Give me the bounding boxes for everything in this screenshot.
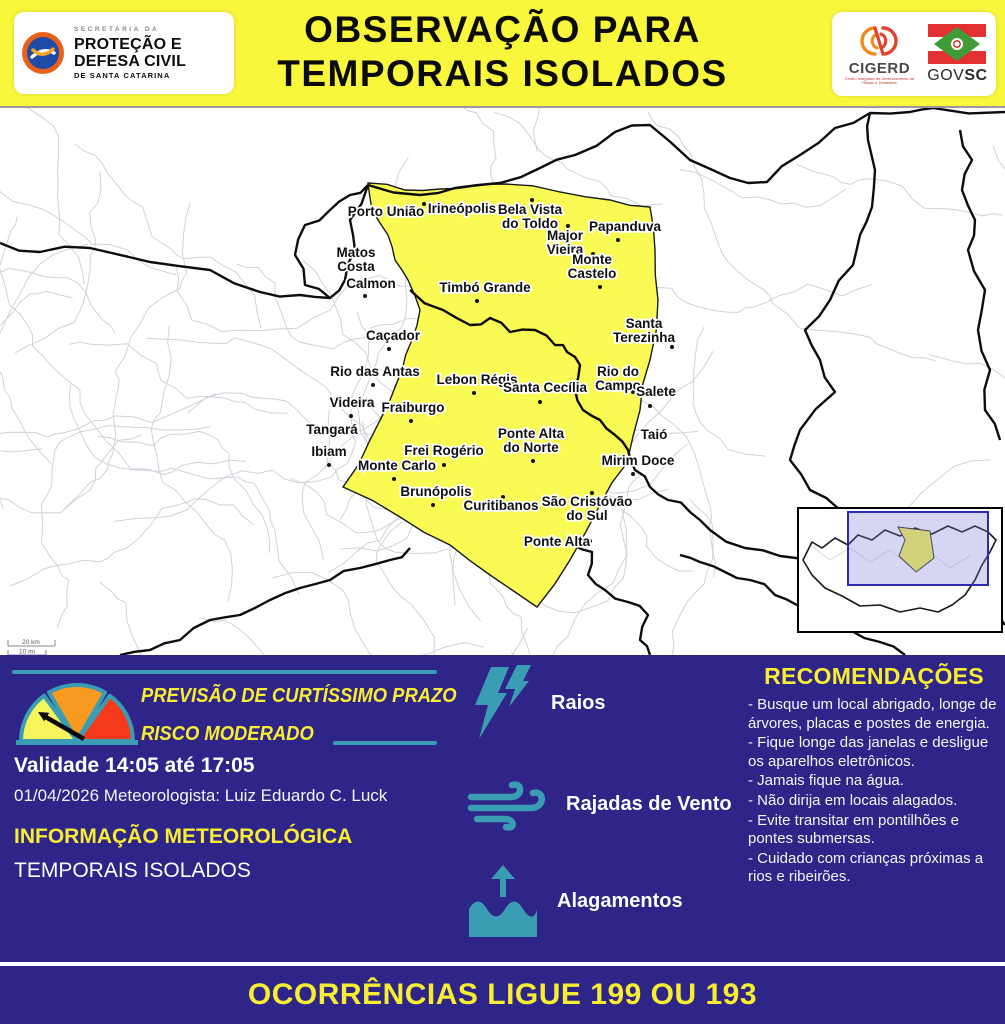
city-marker-dot <box>409 419 413 423</box>
govsc-logo <box>927 24 987 85</box>
city-marker-dot <box>531 459 535 463</box>
santa-catarina-flag-icon <box>928 24 986 64</box>
city-label: Mirim Doce <box>601 453 675 468</box>
risk-level-label: RISCO MODERADO <box>141 723 314 745</box>
logo-defesa-text: DEFESA CIVIL <box>74 53 187 70</box>
city-marker-dot <box>387 347 391 351</box>
city-label: Bela Vista do Toldo <box>497 202 563 231</box>
svg-text:10 mi: 10 mi <box>19 648 35 655</box>
recommendation-item: - Busque um local abrigado, longe de árvores, placas e postes de energia. <box>748 696 997 732</box>
map-scale-bar <box>8 639 55 655</box>
city-label: Salete <box>636 384 676 399</box>
state-inset-map <box>798 508 1002 632</box>
city-label: Fraiburgo <box>381 400 445 415</box>
meteorologist-text: 01/04/2026 Meteorologista: Luiz Eduardo C. Luck <box>14 786 388 805</box>
recommendations-section <box>746 655 1002 888</box>
wind-icon <box>465 777 550 832</box>
city-label: Lebon Régis <box>436 372 518 387</box>
header-banner <box>0 0 1005 108</box>
city-marker-dot <box>475 299 479 303</box>
lightning-icon <box>465 663 535 743</box>
city-label: Santa Terezinha <box>612 316 676 345</box>
cigerd-wordmark: CIGERD <box>848 59 911 77</box>
logo-santa-catarina-text: DE SANTA CATARINA <box>74 71 171 80</box>
city-label: Ponte Alta <box>523 534 591 549</box>
city-label: Brunópolis <box>400 484 472 499</box>
info-title: INFORMAÇÃO METEOROLÓGICA <box>14 825 353 848</box>
city-label: Santa Cecília <box>502 380 588 395</box>
city-label: Caçador <box>365 328 421 343</box>
city-label: Irineópolis <box>427 201 497 216</box>
city-marker-dot <box>631 472 635 476</box>
flood-icon <box>465 863 541 939</box>
hazard-label: Alagamentos <box>557 889 683 912</box>
city-marker-dot <box>349 414 353 418</box>
city-label: Papanduva <box>588 219 662 234</box>
city-label: Ibiam <box>311 444 347 459</box>
city-marker-dot <box>363 294 367 298</box>
cigerd-mark-icon <box>859 23 899 59</box>
city-label: Ponte Alta do Norte <box>497 426 565 455</box>
logo-secretaria-text: SECRETARIA DA <box>74 25 160 33</box>
city-marker-dot <box>616 238 620 242</box>
city-label: Porto União <box>347 204 425 219</box>
city-label: São Cristóvão do Sul <box>541 494 633 523</box>
city-label: Monte Castelo <box>567 252 617 281</box>
emergency-phone-text: OCORRÊNCIAS LIGUE 199 OU 193 <box>247 978 758 1011</box>
info-subtitle: TEMPORAIS ISOLADOS <box>14 859 251 882</box>
hazard-list <box>465 655 750 962</box>
recommendation-item: - Evite transitar em pontilhões e pontes submersas. <box>748 811 959 848</box>
svg-text:20 km: 20 km <box>22 639 40 646</box>
hazard-label: Rajadas de Vento <box>566 793 732 815</box>
city-marker-dot <box>538 400 542 404</box>
city-label: Curitibanos <box>463 498 539 513</box>
footer-banner <box>0 962 1005 1024</box>
city-label: Frei Rogério <box>404 443 484 458</box>
city-marker-dot <box>442 463 446 467</box>
validity-text: Validade 14:05 até 17:05 <box>14 754 255 777</box>
title-line-1: OBSERVAÇÃO PARA <box>304 9 701 50</box>
city-label: Major Vieira <box>546 228 584 257</box>
alert-area-polygon <box>343 183 658 607</box>
city-label: Videira <box>329 395 375 410</box>
forecast-title: PREVISÃO DE CURTÍSSIMO PRAZO <box>141 685 457 707</box>
recommendations-title: RECOMENDAÇÕES <box>764 663 984 689</box>
city-label: Monte Carlo <box>357 458 437 473</box>
city-marker-dot <box>392 477 396 481</box>
city-marker-dot <box>327 463 331 467</box>
city-marker-dot <box>648 404 652 408</box>
map-canvas <box>0 108 1005 655</box>
city-label: Tangará <box>306 422 358 437</box>
city-marker-dot <box>598 285 602 289</box>
hazard-label: Raios <box>551 691 606 714</box>
title-line-2: TEMPORAIS ISOLADOS <box>277 53 728 94</box>
city-marker-dot <box>371 383 375 387</box>
hazard-row-flood <box>465 863 683 939</box>
recommendation-item: - Jamais fique na água. <box>748 772 904 790</box>
recommendation-item: - Cuidado com crianças próximas a rios e ribeirões. <box>748 849 984 886</box>
risk-gauge-icon <box>14 679 144 749</box>
city-label: Rio do Campo <box>595 364 641 393</box>
city-label: Taió <box>640 427 668 442</box>
info-panel <box>0 655 1005 962</box>
city-marker-dot <box>670 345 674 349</box>
city-label: Rio das Antas <box>330 364 420 379</box>
recommendation-item: - Fique longe das janelas e desligue os aparelhos eletrônicos. <box>748 734 989 770</box>
cigerd-logo <box>840 23 918 86</box>
hazard-row-wind <box>465 777 732 832</box>
recommendation-item: - Não dirija em locais alagados. <box>748 791 958 809</box>
hazard-row-lightning <box>465 663 605 743</box>
city-label: Calmon <box>346 276 396 291</box>
divider-line <box>333 741 437 745</box>
city-marker-dot <box>431 503 435 507</box>
inset-view-rectangle <box>848 512 988 585</box>
city-label: Matos Costa <box>336 245 376 274</box>
govsc-wordmark: GOVSC <box>927 66 988 84</box>
divider-line <box>12 670 437 674</box>
city-label: Timbó Grande <box>439 280 531 295</box>
partner-logos <box>832 12 996 96</box>
city-marker-dot <box>472 391 476 395</box>
recommendations-list <box>746 696 1002 887</box>
cigerd-subtitle: Centro Integrado de Gerenciamento de Riscos e Desastres <box>844 75 915 85</box>
municipalities-map <box>0 108 1005 655</box>
logo-protecao-text: PROTEÇÃO E <box>74 36 182 53</box>
